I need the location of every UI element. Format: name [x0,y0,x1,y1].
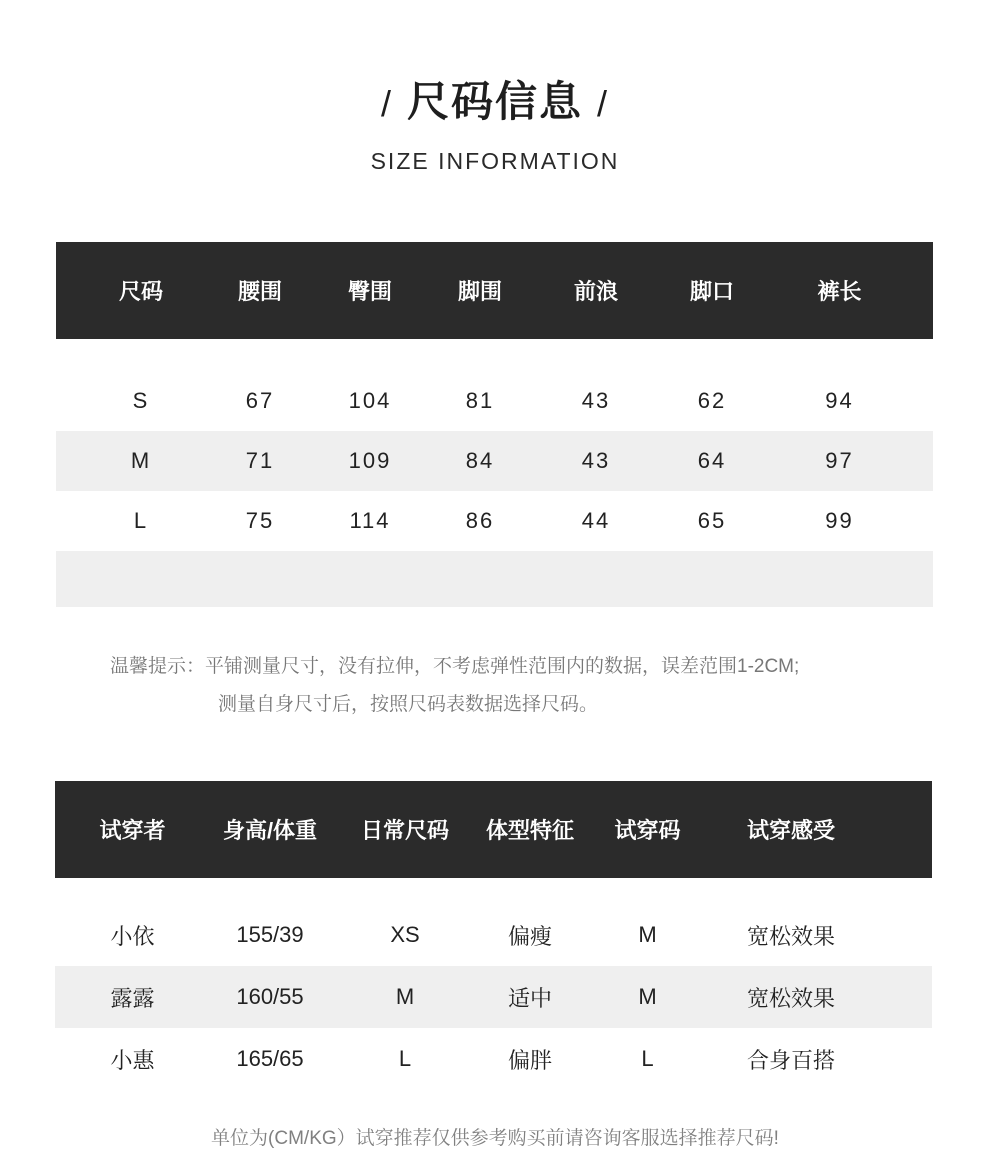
page-subtitle: SIZE INFORMATION [370,148,620,174]
header-tried-size: 试穿码 [614,818,681,843]
cell-length: 97 [825,448,854,473]
cell-tried-size: M [638,922,657,947]
cell-usual-size: XS [390,922,420,947]
header-leg-opening: 脚口 [689,279,734,304]
cell-leg-opening: 64 [697,448,727,473]
header-size: 尺码 [118,279,163,304]
cell-thigh: 81 [465,388,495,413]
header-height-weight: 身高/体重 [222,818,318,843]
table-row [55,966,932,1028]
cell-length: 94 [825,388,854,413]
cell-fit-feel: 宽松效果 [746,985,835,1011]
header-fit-feel: 试穿感受 [746,818,835,843]
table-row [55,904,932,966]
size-note [110,648,799,724]
header-waist: 腰围 [237,279,282,304]
size-table [56,242,933,607]
cell-waist: 71 [245,448,275,473]
cell-leg-opening: 62 [697,388,727,413]
cell-size: S [132,388,150,413]
cell-tester: 小依 [110,923,155,949]
cell-usual-size: L [398,1046,412,1071]
cell-length: 99 [825,508,854,533]
title-slash-right: / [597,83,610,124]
table-row [56,371,933,431]
header-body-type: 体型特征 [485,818,574,843]
page-title [0,72,990,134]
title-slash-left: / [380,83,393,124]
cell-tried-size: L [641,1046,654,1071]
header-front-rise: 前浪 [573,279,618,304]
cell-tried-size: M [638,984,657,1009]
cell-usual-size: M [395,984,415,1009]
cell-body-type: 适中 [507,985,552,1011]
cell-body-type: 偏瘦 [507,923,552,949]
cell-fit-feel: 合身百搭 [746,1047,835,1073]
cell-hip: 114 [349,508,391,533]
size-table-header [56,242,933,339]
table-row [56,431,933,491]
header-length: 裤长 [817,279,862,304]
cell-thigh: 84 [465,448,495,473]
fit-table-header [55,781,932,878]
fit-table [55,781,932,1090]
cell-height-weight: 160/55 [236,984,304,1009]
cell-fit-feel: 宽松效果 [746,923,835,949]
header-usual-size: 日常尺码 [360,818,449,843]
table-row [55,1028,932,1090]
header-tester: 试穿者 [99,818,166,843]
cell-thigh: 86 [465,508,495,533]
header-thigh: 脚围 [457,279,502,304]
cell-size: M [130,448,152,473]
cell-waist: 67 [245,388,275,413]
cell-front-rise: 43 [581,388,611,413]
cell-tester: 露露 [110,985,155,1011]
table-empty-row [56,551,933,607]
table-row [56,491,933,551]
cell-height-weight: 165/65 [236,1046,304,1071]
page-header [0,72,990,176]
cell-height-weight: 155/39 [236,922,304,947]
note-line-1: 温馨提示：平铺测量尺寸，没有拉伸，不考虑弹性范围内的数据，误差范围1-2CM; [110,656,800,677]
note-line-2: 测量自身尺寸后，按照尺码表数据选择尺码。 [218,694,599,715]
cell-size: L [133,508,149,533]
cell-front-rise: 44 [581,508,611,533]
cell-hip: 104 [348,388,392,413]
cell-waist: 75 [245,508,275,533]
cell-hip: 109 [348,448,392,473]
header-hip: 臀围 [347,279,392,304]
cell-tester: 小惠 [110,1047,155,1073]
footer-note: 单位为(CM/KG）试穿推荐仅供参考购买前请咨询客服选择推荐尺码! [211,1128,779,1149]
cell-front-rise: 43 [581,448,611,473]
cell-body-type: 偏胖 [507,1047,552,1073]
title-text-cn: 尺码信息 [406,78,583,125]
cell-leg-opening: 65 [697,508,727,533]
